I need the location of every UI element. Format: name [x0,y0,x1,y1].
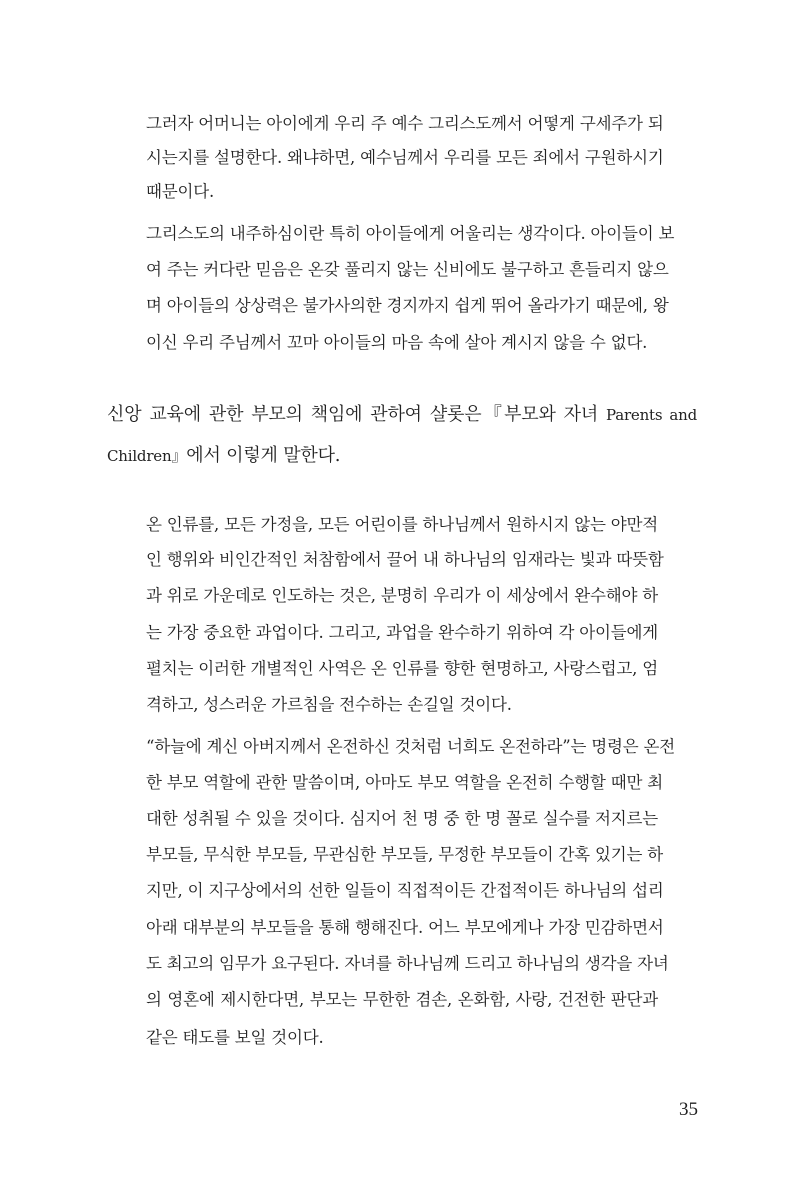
body-line [107,447,340,465]
quote-line: 며 아이들의 상상력은 불가사의한 경지까지 쉽게 뛰어 올라가기 때문에, 왕 [146,296,669,315]
page-number: 35 [679,1099,698,1120]
quote-line: 과 위로 가운데로 인도하는 것은, 분명히 우리가 이 세상에서 완수해야 하 [146,586,658,605]
quote-line: 지만, 이 지구상에서의 선한 일들이 직접적이든 간접적이든 하나님의 섭리 [146,881,664,900]
quote-line: 도 최고의 임무가 요구된다. 자녀를 하나님께 드리고 하나님의 생각을 자녀 [146,954,669,973]
quote-line: 부모들, 무식한 부모들, 무관심한 부모들, 무정한 부모들이 간혹 있기는 하 [146,845,663,864]
quote-line: 온 인류를, 모든 가정을, 모든 어린이를 하나님께서 원하시지 않는 야만적 [146,515,658,534]
body-line-text: 에서 이렇게 말한다. [186,445,341,466]
quote-line: 여 주는 커다란 믿음은 온갖 풀리지 않는 신비에도 불구하고 흔들리지 않으 [146,260,669,279]
quote-line: 펼치는 이러한 개별적인 사역은 온 인류를 향한 현명하고, 사랑스럽고, 엄 [146,659,658,678]
quote-line: 이신 우리 주님께서 꼬마 아이들의 마음 속에 살아 계시지 않을 수 없다. [146,333,648,352]
quote-line: 대한 성취될 수 있을 것이다. 심지어 천 명 중 한 명 꼴로 실수를 저지르는 [146,809,658,828]
quote-line: 그러자 어머니는 아이에게 우리 주 예수 그리스도께서 어떻게 구세주가 되 [146,114,664,133]
quote-line: 의 영혼에 제시한다면, 부모는 무한한 겸손, 온화함, 사랑, 건전한 판단과 [146,990,658,1009]
quote-line: 인 행위와 비인간적인 처참함에서 끌어 내 하나님의 임재라는 빛과 따뜻함 [146,550,664,569]
quote-line: 한 부모 역할에 관한 말씀이며, 아마도 부모 역할을 온전히 수행할 때만 최 [146,773,663,792]
quote-line: 는 가장 중요한 과업이다. 그리고, 과업을 완수하기 위하여 각 아이들에게 [146,623,658,642]
body-line-text: 신앙 교육에 관한 부모의 책임에 관하여 샬롯은『부모와 자녀 [107,404,606,425]
quote-line: 아래 대부분의 부모들을 통해 행해진다. 어느 부모에게나 가장 민감하면서 [146,918,664,937]
quote-line: 같은 태도를 보일 것이다. [146,1028,324,1047]
quote-line: “하늘에 계신 아버지께서 온전하신 것처럼 너희도 온전하라”는 명령은 온전 [146,737,675,756]
quote-line: 격하고, 성스러운 가르침을 전수하는 손길일 것이다. [146,695,512,714]
book-title-latin: Parents and [605,406,698,424]
quote-line: 그리스도의 내주하심이란 특히 아이들에게 어울리는 생각이다. 아이들이 보 [146,224,675,243]
body-line [107,406,697,424]
quote-line: 때문이다. [146,182,215,201]
quote-line: 시는지를 설명한다. 왜냐하면, 예수님께서 우리를 모든 죄에서 구원하시기 [146,148,664,167]
book-title-latin: Children』 [107,447,187,465]
